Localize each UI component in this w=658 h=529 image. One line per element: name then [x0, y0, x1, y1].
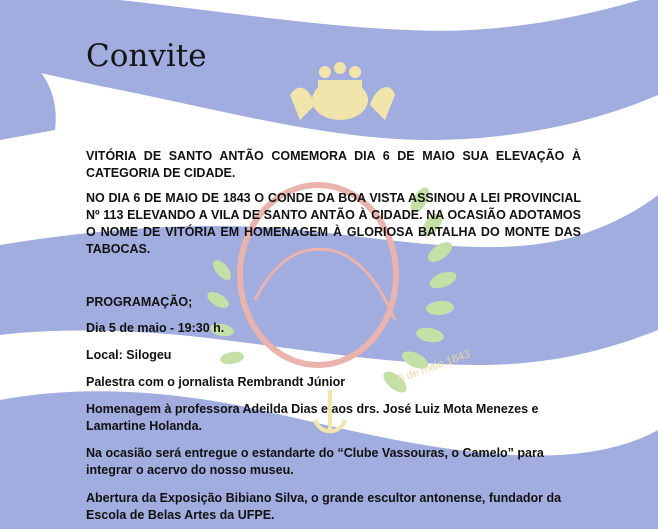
program-date-time: Dia 5 de maio - 19:30 h. [86, 321, 225, 335]
history-paragraph: NO DIA 6 DE MAIO DE 1843 O CONDE DA BOA VISTA ASSINOU A LEI PROVINCIAL Nº 113 ELEVANDO A VILA DE SANTO ANTÃO À CIDADE. NA OCASIÃO ADOTAMOS O NOME DE VITÓRIA EM HOMENAGEM À GLORIOSA BATALHA DO MONTE DAS TABOCAS. [86, 191, 581, 256]
program-exhibition: Abertura da Exposição Bibiano Silva, o grande escultor antonense, fundador da Escola de Belas Artes da UFPE. [86, 491, 562, 522]
program-lecture: Palestra com o jornalista Rembrandt Júnior [86, 375, 346, 389]
program-banner: Na ocasião será entregue o estandarte do “Clube Vassouras, o Camelo” para integrar o acervo do nosso museu. [86, 446, 544, 477]
intro-paragraph: VITÓRIA DE SANTO ANTÃO COMEMORA DIA 6 DE MAIO SUA ELEVAÇÃO À CATEGORIA DE CIDADE. [86, 149, 581, 180]
program-heading: PROGRAMAÇÃO; [86, 295, 193, 309]
program-tribute: Homenagem à professora Adeilda Dias e aos drs. José Luiz Mota Menezes e Lamartine Holanda. [86, 402, 539, 433]
program-location: Local: Silogeu [86, 348, 172, 362]
page-title: Convite [86, 38, 207, 74]
